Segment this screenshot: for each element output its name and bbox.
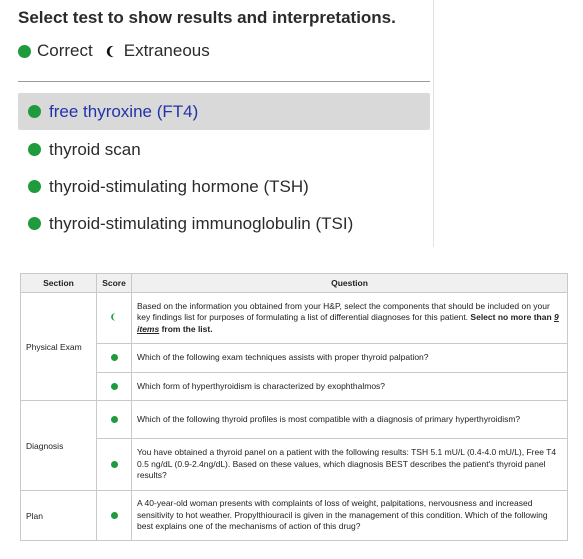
question-item-limit: 9 items — [137, 312, 559, 334]
column-header-section: Section — [21, 274, 97, 293]
table-row — [21, 401, 568, 439]
test-item-tsh[interactable] — [18, 168, 430, 205]
test-item-label: thyroid-stimulating hormone (TSH) — [49, 176, 309, 196]
correct-dot-icon — [111, 354, 118, 361]
test-item-label: free thyroxine (FT4) — [49, 101, 199, 121]
score-cell — [97, 401, 132, 439]
table-row — [21, 293, 568, 344]
column-header-score: Score — [97, 274, 132, 293]
question-instruction-end: from the list. — [159, 323, 213, 334]
score-cell — [97, 439, 132, 491]
test-item-label: thyroid scan — [49, 139, 141, 159]
table-row — [21, 344, 568, 373]
legend-extraneous-label: Extraneous — [123, 41, 210, 60]
question-cell: Which form of hyperthyroidism is characterized by exophthalmos? — [132, 373, 568, 401]
test-item-label: thyroid-stimulating immunoglobulin (TSI) — [49, 213, 354, 233]
table-row — [21, 439, 568, 491]
legend-correct-label: Correct — [37, 41, 93, 60]
results-table — [20, 273, 568, 541]
crescent-moon-icon — [105, 45, 118, 58]
question-text: Based on the information you obtained from your H&P, select the components that should be included on your key findings list for purposes of formulating a list of differential diagnoses for this patient. — [137, 300, 550, 323]
score-cell — [97, 344, 132, 373]
score-cell — [97, 491, 132, 541]
correct-dot-icon — [28, 217, 41, 230]
test-item-thyroid-scan[interactable] — [18, 131, 430, 168]
correct-dot-icon — [28, 180, 41, 193]
test-item-free-thyroxine[interactable] — [18, 93, 430, 130]
score-cell — [97, 293, 132, 344]
section-cell-diagnosis: Diagnosis — [21, 401, 97, 491]
correct-dot-icon — [28, 105, 41, 118]
section-cell-plan: Plan — [21, 491, 97, 541]
score-legend — [18, 41, 210, 61]
question-cell: Which of the following exam techniques assists with proper thyroid palpation? — [132, 344, 568, 373]
crescent-moon-icon — [110, 313, 118, 323]
correct-dot-icon — [111, 461, 118, 468]
table-header-row — [21, 274, 568, 293]
correct-dot-icon — [111, 383, 118, 390]
test-selection-panel — [8, 0, 434, 247]
correct-dot-icon — [18, 45, 31, 58]
divider — [18, 81, 430, 82]
panel-heading: Select test to show results and interpretations. — [18, 8, 396, 27]
score-cell — [97, 373, 132, 401]
correct-dot-icon — [111, 512, 118, 519]
test-item-tsi[interactable] — [18, 205, 430, 242]
question-instruction: Select no more than — [470, 312, 555, 323]
table-row — [21, 491, 568, 541]
question-cell: You have obtained a thyroid panel on a patient with the following results: TSH 5.1 mU/L (0.4-4.0 mU/L), Free T4 0.5 ng/dL (0.9-2.4ng/dL). Based on these values, which diagnosis BEST describes the patient's thyroid panel results? — [132, 439, 568, 491]
question-cell: Which of the following thyroid profiles is most compatible with a diagnosis of primary hyperthyroidism? — [132, 401, 568, 439]
question-cell — [132, 293, 568, 344]
correct-dot-icon — [28, 143, 41, 156]
correct-dot-icon — [111, 416, 118, 423]
column-header-question: Question — [132, 274, 568, 293]
section-cell-physical-exam: Physical Exam — [21, 293, 97, 401]
table-row — [21, 373, 568, 401]
question-cell: A 40-year-old woman presents with complaints of loss of weight, palpitations, nervousness and increased sensitivity to hot weather. Propylthiouracil is given in the management of this condition. Which of the following best explains one of the mechanisms of action of this drug? — [132, 491, 568, 541]
